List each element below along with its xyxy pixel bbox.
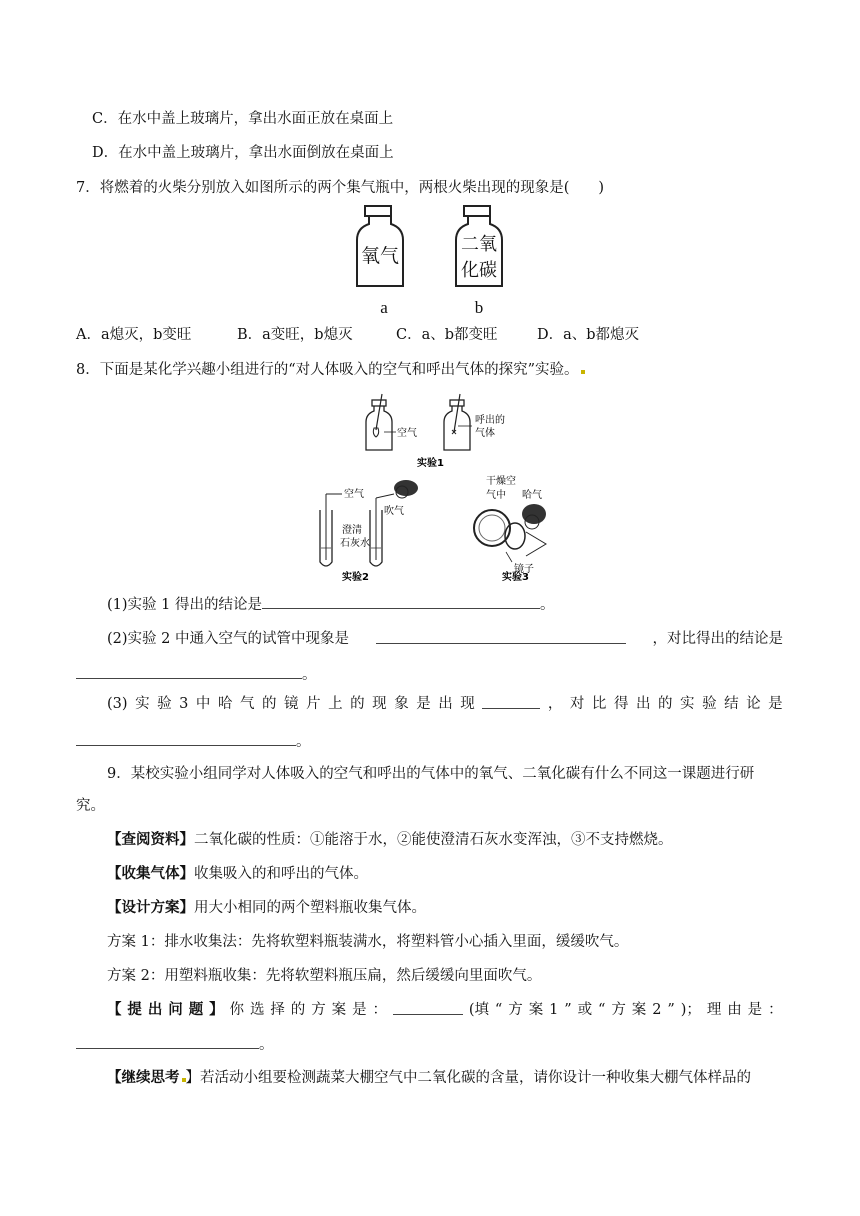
exp1-breath-label-2: 气体 bbox=[475, 428, 495, 439]
q8-p3-word: 出 bbox=[438, 696, 453, 712]
bottle-b bbox=[456, 206, 502, 286]
bottle-a bbox=[357, 206, 403, 286]
q8-p3-word: 实 bbox=[680, 696, 695, 712]
q8-p3-word: 实 bbox=[135, 696, 150, 712]
q8-p3-word: 论 bbox=[746, 696, 761, 712]
exp1-bottle-breath bbox=[444, 394, 472, 450]
q8-p1-text: (1)实验 1 得出的结论是 bbox=[107, 597, 262, 613]
q9-ask-word: 出 bbox=[147, 1001, 163, 1018]
exp3-mirrors bbox=[474, 504, 546, 562]
exp2-lime-label-2: 石灰水 bbox=[340, 538, 370, 549]
q9-ask-word: 或 bbox=[577, 1002, 593, 1018]
q9-ask-word: 择 bbox=[270, 1002, 285, 1018]
q9-collect bbox=[107, 864, 368, 884]
q9-info-text: 二氧化碳的性质：①能溶于水，②能使澄清石灰水变浑浊，③不支持燃烧。 bbox=[194, 832, 673, 848]
q8-p2-mid: ，对比得出的结论是 bbox=[652, 631, 783, 647]
q9-think bbox=[107, 1068, 751, 1088]
exp1-bottle-air bbox=[366, 394, 396, 450]
q9-ask-word: 方 bbox=[508, 1002, 523, 1018]
q9-think-head: 【继续思考 bbox=[107, 1069, 180, 1086]
q6-option-c: C．在水中盖上玻璃片，拿出水面正放在桌面上 bbox=[92, 111, 394, 127]
q8-p3-line bbox=[107, 694, 783, 714]
q9-ask-word: 案 bbox=[528, 1002, 544, 1018]
q9-ask-word: 】 bbox=[209, 1001, 224, 1018]
q8-p3-word: ， bbox=[547, 696, 563, 712]
q9-ask-cont bbox=[76, 1034, 274, 1055]
q9-ask-word: (填 bbox=[468, 1002, 489, 1018]
q8-p3-word: 3 bbox=[179, 696, 189, 712]
q9-design-text: 用大小相同的两个塑料瓶收集气体。 bbox=[194, 900, 426, 916]
q9-ask-word: 理 bbox=[706, 1002, 722, 1018]
q9-ask-word: ” bbox=[667, 1002, 675, 1018]
q9-ask-word: ” bbox=[564, 1002, 572, 1018]
exp2-blow-label: 吹气 bbox=[384, 506, 404, 517]
q9-collect-head: 【收集气体】 bbox=[107, 865, 194, 882]
q8-p3-word: 验 bbox=[157, 696, 172, 712]
q8-p2-line bbox=[107, 629, 783, 649]
q8-p3-word: 结 bbox=[724, 696, 739, 712]
q9-ask-word: 你 bbox=[229, 1002, 245, 1018]
q8-p3-word: 片 bbox=[306, 696, 321, 712]
q8-p3-word: 镜 bbox=[284, 696, 299, 712]
q8-p3-word: 出 bbox=[635, 696, 651, 712]
q9-ask-line bbox=[107, 1000, 783, 1020]
q9-plan-choice-blank[interactable] bbox=[393, 1000, 463, 1015]
q8-experiment-figure bbox=[300, 390, 560, 590]
q8-stem bbox=[76, 360, 585, 380]
q8-p3-word: 上 bbox=[328, 696, 343, 712]
q9-ask-word: 是 bbox=[747, 1002, 763, 1018]
q8-p2-cont bbox=[76, 664, 317, 685]
q9-ask-word: “ bbox=[494, 1002, 503, 1018]
q9-ask-word: 由 bbox=[727, 1002, 742, 1018]
bottle-b-text-1: 二氧 bbox=[461, 234, 497, 255]
q8-p3-word: 中 bbox=[195, 696, 211, 712]
q9-collect-text: 收集吸入的和呼出的气体。 bbox=[194, 866, 368, 882]
exp1-air-label: 空气 bbox=[397, 428, 417, 439]
q9-ask-word: 题 bbox=[188, 1001, 204, 1018]
q8-p3-word: 比 bbox=[591, 696, 607, 712]
q8-p1 bbox=[107, 594, 554, 615]
q7-option-b: B．a变旺，b熄灭 bbox=[237, 327, 353, 343]
exp1-breath-label-1: 呼出的 bbox=[475, 415, 505, 426]
q9-ask-word: 案 bbox=[331, 1002, 347, 1018]
annotation-mark bbox=[581, 370, 585, 374]
q8-p3-word: 对 bbox=[569, 696, 585, 712]
exp2-lime-label-1: 澄清 bbox=[342, 525, 362, 536]
q8-p3-word: 象 bbox=[394, 696, 409, 712]
q8-p3-answer-blank-2[interactable] bbox=[76, 731, 296, 746]
q7-gas-bottles-figure bbox=[340, 204, 520, 322]
q9-ask-word: 【 bbox=[107, 1001, 122, 1018]
exp3-caption: 实验3 bbox=[502, 572, 529, 583]
q9-stem-2: 究。 bbox=[76, 798, 105, 814]
q8-p3-word: (3) bbox=[107, 696, 128, 712]
q8-p3-word: 是 bbox=[416, 696, 431, 712]
bottle-b-label: b bbox=[474, 298, 484, 317]
q8-p3-word: 的 bbox=[262, 696, 277, 712]
q9-ask-word: 方 bbox=[611, 1002, 626, 1018]
q8-p3-word: 现 bbox=[372, 696, 387, 712]
bottle-a-text: 氧气 bbox=[360, 245, 400, 267]
q8-p3-word: 是 bbox=[768, 696, 783, 712]
q9-info bbox=[107, 830, 673, 850]
q8-stem-text: 8．下面是某化学兴趣小组进行的“对人体吸入的空气和呼出气体的探究”实验。 bbox=[76, 362, 579, 378]
exp1-caption: 实验1 bbox=[417, 458, 444, 469]
exp2-test-tubes bbox=[320, 480, 418, 566]
q8-p3-end: 。 bbox=[296, 734, 311, 750]
q8-p2-end: 。 bbox=[302, 667, 317, 683]
q9-ask-word: 提 bbox=[127, 1001, 142, 1018]
q8-p2-answer-blank-1[interactable] bbox=[376, 629, 626, 644]
exp3-breathe-label: 哈气 bbox=[522, 490, 542, 501]
q8-p3-word: 的 bbox=[658, 696, 673, 712]
q9-ask-word: 案 bbox=[631, 1002, 647, 1018]
q9-ask-word: 是 bbox=[352, 1002, 367, 1018]
q9-ask-word: ： bbox=[372, 1002, 387, 1018]
bottle-b-text-2: 化碳 bbox=[461, 260, 497, 281]
q8-p1-answer-blank[interactable] bbox=[262, 594, 540, 609]
q9-stem-1: 9．某校实验小组同学对人体吸入的空气和呼出的气体中的氧气、二氧化碳有什么不同这一课题进行研 bbox=[107, 766, 755, 782]
exp2-caption: 实验2 bbox=[342, 572, 369, 583]
q8-p3-word: 得 bbox=[613, 696, 629, 712]
q8-p1-end: 。 bbox=[539, 597, 555, 613]
q7-stem: 7．将燃着的火柴分别放入如图所示的两个集气瓶中，两根火柴出现的现象是( ) bbox=[76, 180, 605, 196]
q8-p3-cont bbox=[76, 731, 311, 752]
q6-option-d: D．在水中盖上玻璃片，拿出水面倒放在桌面上 bbox=[92, 145, 394, 161]
q9-ask-word: 2 bbox=[652, 1002, 662, 1018]
q9-design bbox=[107, 898, 426, 918]
exp3-dry-label-2: 气中 bbox=[486, 490, 506, 501]
q9-plan-2: 方案 2：用塑料瓶收集：先将软塑料瓶压扁，然后缓缓向里面吹气。 bbox=[107, 968, 542, 984]
q8-p3-word: 现 bbox=[460, 696, 475, 712]
q8-p3-word: 的 bbox=[350, 696, 365, 712]
q8-p2-text: (2)实验 2 中通入空气的试管中现象是 bbox=[107, 631, 349, 647]
q9-ask-word: )； bbox=[680, 1002, 701, 1018]
q7-option-c: C．a、b都变旺 bbox=[396, 327, 498, 343]
exp3-mirror-label: 镜子 bbox=[514, 564, 534, 575]
q9-ask-word: 1 bbox=[549, 1002, 559, 1018]
q7-option-d: D．a、b都熄灭 bbox=[537, 327, 640, 343]
q9-ask-word: ： bbox=[768, 1002, 783, 1018]
q9-reason-blank[interactable] bbox=[76, 1034, 259, 1049]
q9-think-text: 】若活动小组要检测蔬菜大棚空气中二氧化碳的含量，请你设计一种收集大棚气体样品的 bbox=[185, 1070, 751, 1086]
q9-ask-word: 的 bbox=[290, 1002, 306, 1018]
q9-ask-word: “ bbox=[598, 1002, 606, 1018]
q9-ask-end: 。 bbox=[259, 1037, 274, 1053]
q8-p3-word: 验 bbox=[702, 696, 717, 712]
q7-option-a: A．a熄灭，b变旺 bbox=[76, 327, 192, 343]
bottle-a-label: a bbox=[380, 298, 388, 317]
q9-ask-word: 问 bbox=[168, 1001, 183, 1018]
q9-info-head: 【查阅资料】 bbox=[107, 831, 194, 848]
q9-plan-1: 方案 1：排水收集法：先将软塑料瓶装满水，将塑料管小心插入里面，缓缓吹气。 bbox=[107, 934, 629, 950]
exp2-air-label: 空气 bbox=[344, 489, 364, 500]
q8-p2-answer-blank-2[interactable] bbox=[76, 664, 302, 679]
q8-p3-word: 哈 bbox=[217, 696, 233, 712]
exp3-dry-label-1: 干燥空 bbox=[486, 476, 516, 487]
q9-ask-word: 方 bbox=[311, 1002, 326, 1018]
q9-ask-word: 选 bbox=[249, 1002, 265, 1018]
q9-design-head: 【设计方案】 bbox=[107, 899, 194, 916]
q8-p3-answer-blank-1[interactable] bbox=[482, 694, 540, 709]
q8-p3-word: 气 bbox=[239, 696, 255, 712]
